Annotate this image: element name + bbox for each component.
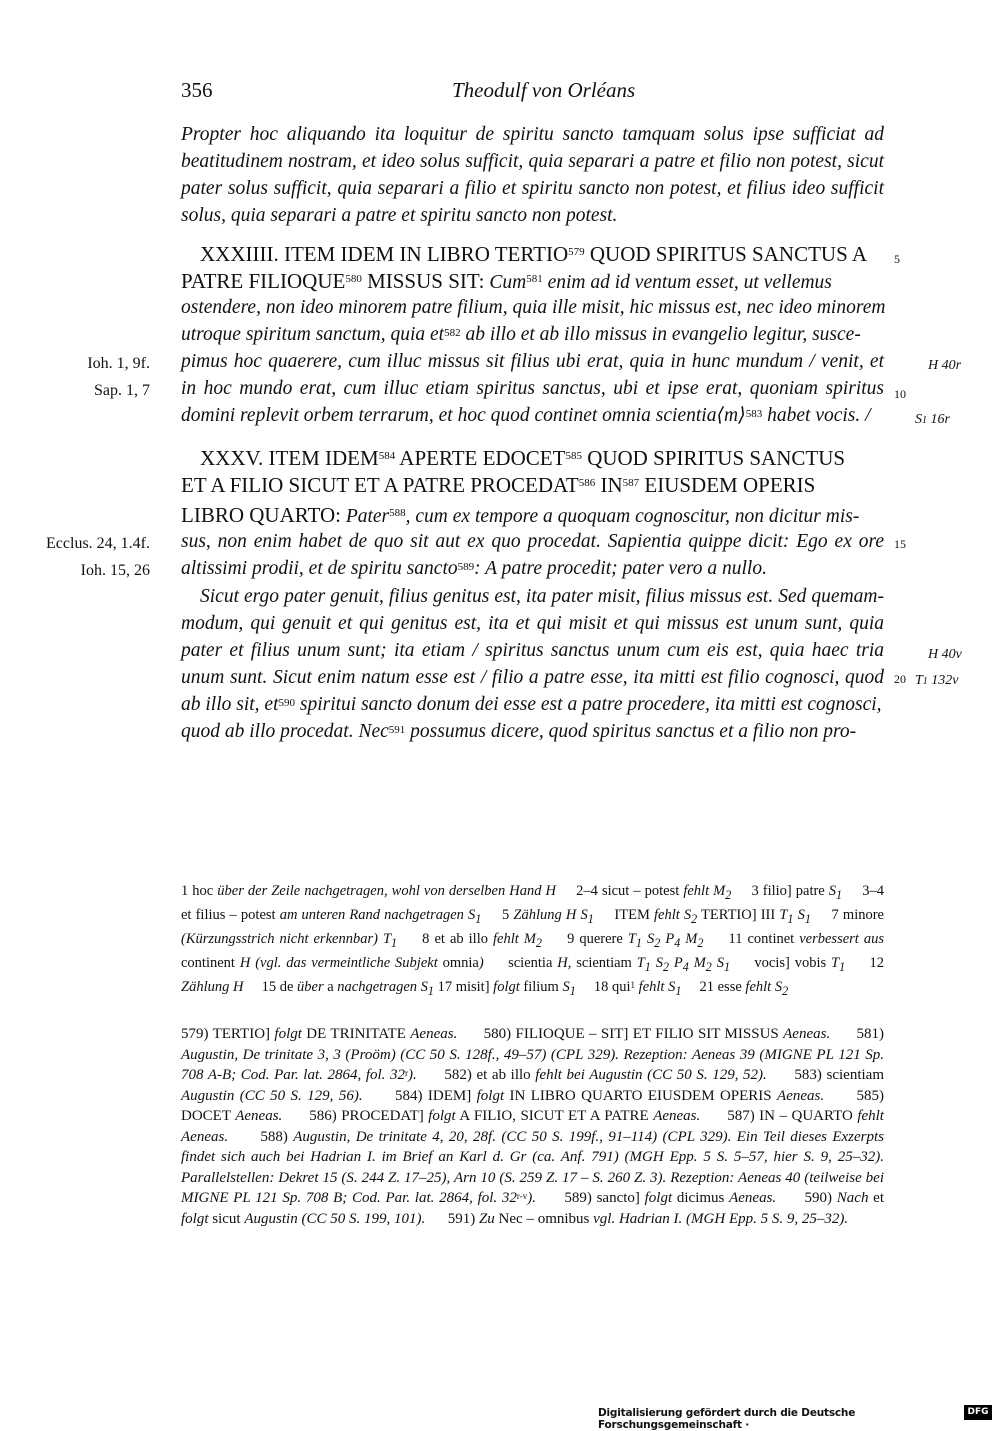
line-number: 10: [894, 387, 906, 401]
body-line: sus, non enim habet de quo sit aut ex quo procedat. Sapientia quippe dicit: Ego ex ore: [181, 531, 884, 552]
body-line: beatitudinem nostram, et ideo solus sufficit, quia separari a patre et filio non potest, sicut: [181, 151, 884, 172]
margin-reference: Ecclus. 24, 1.4f.: [46, 535, 150, 552]
folio-marker: H 40v: [928, 647, 962, 662]
body-line: Sicut ergo pater genuit, filius genitus est, ita pater misit, filius missus est. Sed quemam-: [200, 586, 884, 607]
body-line: PATRE FILIOQUE$^{580}$ MISSUS SIT: Cum$^{581}$ enim ad id ventum esset, ut vellemus: [181, 269, 832, 293]
body-line: pater et filius unum sunt; ita etiam / spiritus sanctus unum cum eis est, quia haec tria: [181, 640, 884, 661]
body-line: quod ab illo procedat. Nec$^{591}$ possumus dicere, quod spiritus sanctus et a filio non pro-: [181, 721, 857, 742]
body-line: LIBRO QUARTO: Pater$^{588}$, cum ex tempore a quoquam cognoscitur, non dicitur mis-: [181, 503, 860, 527]
line-number: 5: [894, 252, 900, 266]
body-line: unum sunt. Sicut enim natum esse est / filio a patre esse, ita mitti est filio cognosci, quod: [181, 667, 884, 688]
body-line: utroque spiritum sanctum, quia $et^{582}$ ab illo et ab illo missus in evangelio legitur, susce-: [181, 324, 861, 345]
line-number: 15: [894, 537, 906, 551]
line-number: 20: [894, 672, 906, 686]
body-line: Propter hoc aliquando ita loquitur de spiritu sancto tamquam solus ipse sufficiat ad: [181, 124, 884, 145]
margin-reference: Ioh. 1, 9f.: [87, 355, 150, 372]
body-line: domini replevit orbem terrarum, et hoc quod continet omnia scientia⟨m⟩$^{583}$ habet vocis. /: [181, 405, 871, 426]
dfg-logo: DFG: [964, 1405, 992, 1420]
body-line: XXXIIII. ITEM IDEM IN LIBRO TERTIO$^{579}$ QUOD SPIRITUS SANCTUS A: [200, 242, 868, 266]
margin-reference: Sap. 1, 7: [94, 382, 150, 399]
folio-marker: S1 16r: [915, 412, 950, 427]
body-line: solus, quia separari a patre et spiritu sancto non potest.: [181, 205, 618, 226]
body-line: pimus hoc quaerere, cum illuc missus sit filius ubi erat, quia in hunc mundum / venit, et: [181, 351, 884, 372]
body-line: ET A FILIO SICUT ET A PATRE PROCEDAT$^{586}$ IN$^{587}$ EIUSDEM OPERIS: [181, 473, 816, 497]
body-line: modum, qui genuit et qui genitus est, ita et qui misit et qui missus est unum sunt, quia: [181, 613, 884, 634]
body-line: altissimi prodii, et de spiritu sancto$^{589}$: A patre procedit; pater vero a nullo.: [181, 558, 767, 579]
folio-marker: H 40r: [928, 358, 962, 373]
running-title: Theodulf von Orléans: [452, 78, 636, 102]
margin-reference: Ioh. 15, 26: [80, 562, 150, 579]
body-line: ab illo sit, $et^{590}$ spiritui sancto donum dei esse est a patre procedere, ita mitti est cognosci,: [181, 694, 882, 715]
page-number: 356: [181, 78, 213, 102]
body-line: pater solus sufficit, quia separari a filio et spiritu sancto non potest, et filius ideo sufficit: [181, 178, 884, 199]
critical-apparatus: 1 hoc über der Zeile nachgetragen, wohl von derselben Hand H 2–4 sicut – potest fehlt $M_2$ 3 filio] patre $S_1$ 3–4 et filius – potest am unteren Rand nachgetragen $S_1$ 5 Zählung H $S_1$ ITEM fehlt $S_2$ TERTIO] III $T_1$ $S_1$ 7 minore (Kürzungsstrich nicht erkennbar) $T_1$ 8 et ab illo fehlt $M_2$ 9 querere $T_1$ $S_2$ $P_4$ $M_2$ 11 continet verbessert aus continent H (vgl. das vermeintliche Subjekt omnia) scientia H, scientiam $T_1$ $S_2$ $P_4$ $M_2$ $S_1$ vocis] vobis $T_1$ 12 Zählung H 15 de über a nachgetragen $S_1$ 17 misit] folgt filium $S_1$ 18 qui$^1$ fehlt $S_1$ 21 esse fehlt $S_2$: [181, 883, 885, 998]
body-line: XXXV. ITEM IDEM$^{584}$ APERTE EDOCET$^{585}$ QUOD SPIRITUS SANCTUS: [200, 446, 846, 470]
digitization-credit: Digitalisierung gefördert durch die Deutsche Forschungsgemeinschaft ·: [598, 1407, 856, 1431]
body-line: ostendere, non ideo minorem patre filium, quia ille misit, hic missus est, nec ideo minorem: [181, 297, 886, 318]
body-line: in hoc mundo erat, cum illuc etiam spiritus sanctus, ubi et ipse erat, quoniam spiritus: [181, 378, 884, 399]
source-footnotes: 579) TERTIO] folgt DE TRINITATE Aeneas. 580) FILIOQUE – SIT] ET FILIO SIT MISSUS Aeneas. 581) Augustin, De trinitate 3, 3 (Proöm) (CC 50 S. 128f., 49–57) (CPL 329). Rezeption: Aeneas 39 (MIGNE PL 121 Sp. 708 A-B; Cod. Par. lat. 2864, fol. 32$^r$). 582) et ab illo fehlt bei Augustin (CC 50 S. 129, 52). 583) scientiam Augustin (CC 50 S. 129, 56). 584) IDEM] folgt IN LIBRO QUARTO EIUSDEM OPERIS Aeneas. 585) DOCET Aeneas. 586) PROCEDAT] folgt A FILIO, SICUT ET A PATRE Aeneas. 587) IN – QUARTO fehlt Aeneas. 588) Augustin, De trinitate 4, 20, 28f. (CC 50 S. 199f., 91–114) (CPL 329). Ein Teil dieses Exzerpts findet sich auch bei Hadrian I. im Brief an Karl d. Gr (ca. Anf. 791) (MGH Epp. 5 S. 5–57, hier S. 9, 25–32). Parallelstellen: Dekret 15 (S. 244 Z. 17–25), Arn 10 (S. 259 Z. 17 – S. 260 Z. 3). Rezeption: Aeneas 40 (teilweise bei MIGNE PL 121 Sp. 708 B; Cod. Par. lat. 2864, fol. 32$^{r-v}$). 589) sancto] folgt dicimus Aeneas. 590) Nach et folgt sicut Augustin (CC 50 S. 199, 101). 591) Zu Nec – omnibus vgl. Hadrian I. (MGH Epp. 5 S. 9, 25–32).: [181, 1026, 885, 1227]
folio-marker: T1 132v: [915, 673, 959, 688]
